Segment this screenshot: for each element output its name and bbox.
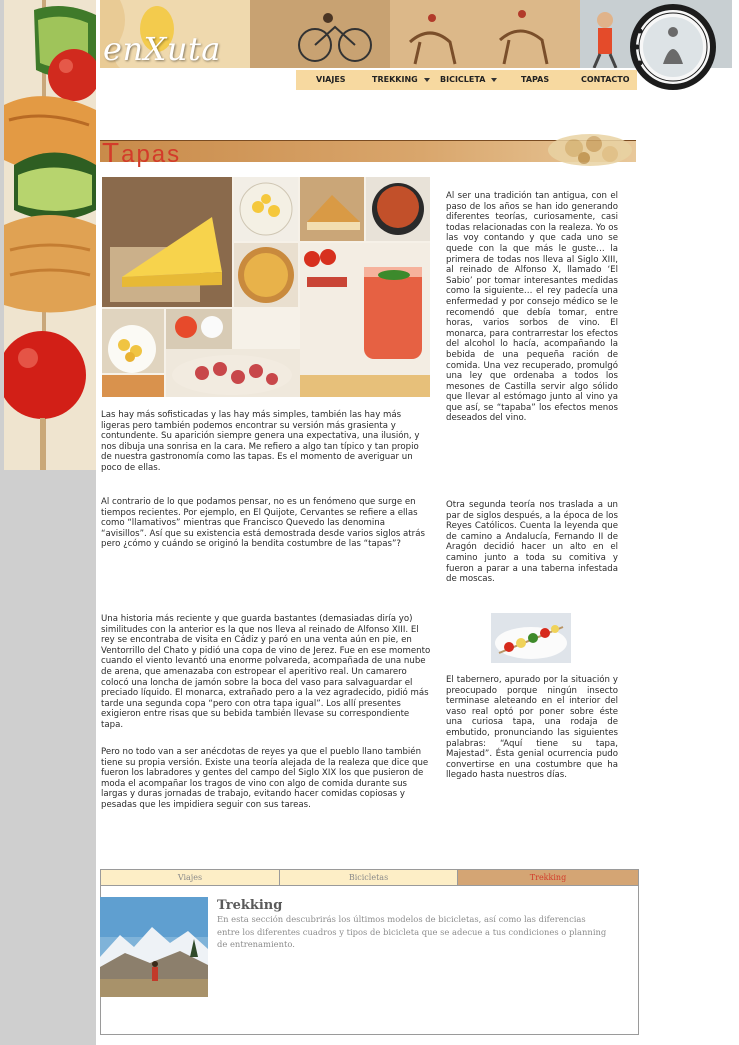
paragraph-alfonso-xiii: Una historia más reciente y que guarda bastantes (demasiadas diría yo) similitudes con la anterior es la que nos lleva al reinado de Alfonso XIII. El rey se encontraba de visita en Cádiz y paró en una venta aún en pie, en Ventorrillo del Chato y pidió una copa de vino de Jerez. Fue en ese momento cuando el viento levantó una enorme polvareda, acompañada de una nube de arena, que amenazaba con estropear el aperitivo real. Un camarero colocó una loncha de jamón sobre la boca del vaso para salvaguardar el preciado líquido. El monarca, extrañado pero a la vez agradecido, pidió más tarde una segunda copa “pero con otra tapa igual”. Los allí presentes exigieron entre risas que su bebida también llevase su correspondiente tapa. (101, 614, 431, 730)
tab-label: Viajes (177, 873, 203, 882)
tab-bicicletas[interactable] (280, 870, 458, 886)
nav-item-label: TAPAS (521, 75, 550, 84)
paragraph-intro: Las hay más sofisticadas y las hay más simples, también las hay más ligeras pero también podemos encontrar su versión más grasienta y contundente. Su aparición siempre genera una expectativa, una ilusión, y nos dibuja una sonrisa en la cara. Me refiero a algo tan típico y tan propio de nuestra gastronomía como las tapas. Es el momento de averiguar un poco de ellas. (101, 410, 420, 473)
nav-item-label: TREKKING (372, 75, 418, 84)
nav-item-trekking[interactable] (372, 70, 430, 90)
paragraph-history: Al contrario de lo que podamos pensar, no es un fenómeno que surge en tiempos recientes. Por ejemplo, en El Quijote, Cervantes se refiere a ellas como “llamativos” mientras que Francisco Quevedo las denomina “avisillos”. Así que su existencia está demostrada desde varios siglos atrás pero ¿cómo y cuándo se originó la bendita costumbre de las “tapas”? (101, 497, 425, 550)
skewer-side-photo (4, 0, 96, 470)
skewer-image (491, 613, 571, 663)
nav-item-label: CONTACTO (581, 75, 630, 84)
tab-panel-description: En esta sección descubrirás los últimos modelos de bicicletas, así como las diferencias entre los diferentes cuadros y tipos de bicicleta que se adecue a tus condiciones o planning de entrenamiento. (217, 914, 607, 949)
nav-item-label: BICICLETA (440, 75, 486, 84)
tab-viajes[interactable] (101, 870, 280, 886)
tab-label: Trekking (529, 873, 567, 882)
logo[interactable]: enXuta (103, 30, 221, 68)
chevron-down-icon (424, 78, 430, 82)
tab-label: Bicicletas (348, 873, 389, 882)
nav-item-tapas[interactable] (521, 70, 549, 90)
page-title-initial: T (102, 137, 122, 168)
tapas-decoration-image (530, 128, 636, 170)
tab-trekking[interactable] (458, 870, 638, 886)
trekking-photo (100, 897, 208, 997)
paragraph-alfonso-x: Al ser una tradición tan antigua, con el paso de los años se han ido generando diferentes teorías, curiosamente, casi todas relacionadas con la realeza. Yo os las voy contando y que cada uno se quede con la que más le guste… la primera de todas nos lleva al Siglo XIII, al reinado de Alfonso X, llamado ‘El Sabio’ por tomar interesantes medidas como la siguiente… el rey padecía una enfermedad y por consejo médico se le recomendó que debía tomar, entre horas, varios sorbos de vino. El monarca, para contrarrestar los efectos del alcohol lo hacía, acompañando la bebida de una pequeña ración de comida. Una vez recuperado, promulgó una ley que ordenaba a todos los mesones de Castilla servir algo sólido que llevar al estómago junto al vino ya que así, se “tapaba” los efectos menos deseados del vino. (446, 191, 618, 424)
nav-item-contacto[interactable] (581, 70, 630, 90)
paragraph-reyes-catolicos: Otra segunda teoría nos traslada a un par de siglos después, a la época de los Reyes Católicos. Cuenta la leyenda que de camino a Andalucía, Fernando II de Aragón decidió hacer un alto en el camino junto a toda su comitiva y fueron a parar a una taberna infestada de moscas. (446, 500, 618, 585)
nav-item-viajes[interactable] (316, 70, 346, 90)
nav-item-label: VIAJES (316, 75, 346, 84)
nav-item-bicicleta[interactable] (440, 70, 497, 90)
page-title (102, 137, 181, 169)
page-title-rest: apas (121, 141, 182, 168)
paragraph-tabernero: El tabernero, apurado por la situación y preocupado porque ningún insecto terminase aleteando en el interior del vaso real optó por poner sobre éste una curiosa tapa, una rodaja de embutido, pronunciando las siguientes palabras: “Aquí tiene su tapa, Majestad”. Ésta genial ocurrencia pudo convertirse en una costumbre que ha llegado hasta nuestros días. (446, 675, 618, 781)
main-nav (296, 70, 637, 90)
tapas-collage-image (102, 177, 430, 397)
paragraph-labradores: Pero no todo van a ser anécdotas de reyes ya que el pueblo llano también tiene su propia versión. Existe una teoría alejada de la realeza que dice que fueron los labradores y gentes del campo del Siglo XIX los que pusieron de moda el acompañar los tragos de vino con algo de comida durante sus largas y duras jornadas de trabajo, evitando hacer comidas copiosas y pesadas que les impidiera seguir con sus tareas. (101, 747, 429, 810)
chevron-down-icon (491, 78, 497, 82)
adventure-seal-logo (627, 4, 719, 90)
tab-panel-heading: Trekking (217, 898, 283, 913)
